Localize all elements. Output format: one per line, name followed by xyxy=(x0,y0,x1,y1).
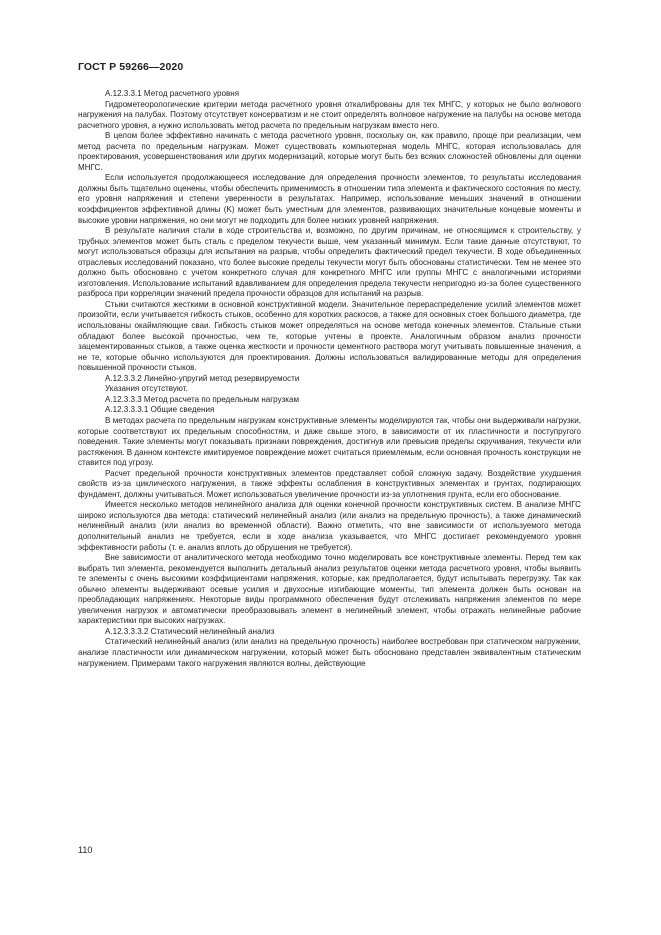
document-body xyxy=(78,89,581,669)
paragraph: Если используется продолжающееся исследование для определения прочности элементов, то результаты исследования должны быть тщательно оценены, чтобы обеспечить применимость в отношении типа элемента и фактического состояния по месту, его уровня напряжения и степени уверенности в результатах. Например, использование меньших значений в отношении коэффициентов эффективной длины (K) может быть уместным для элементов, развивающих значительные концевые моменты и высокие уровни напряжения, но они могут не подходить для более низких уровней напряжения. xyxy=(78,173,581,225)
section-heading-a123332: А.12.3.3.3.2 Статический нелинейный анализ xyxy=(105,626,275,636)
section-heading-a12333: А.12.3.3.3 Метод расчета по предельным нагрузкам xyxy=(105,394,299,404)
paragraph: Гидрометеорологические критерии метода расчетного уровня откалиброваны для тех МНГС, у которых не было волнового нагружения на палубах. Поэтому отсутствует консерватизм и не стоит определять волновое нагружение на палубы на основе метода расчетного уровня, а нужно использовать метод расчета по предельным нагрузкам вместо него. xyxy=(78,99,581,130)
paragraph: Стыки считаются жесткими в основной конструктивной модели. Значительное перераспределение усилий элементов может произойти, если учитывается гибкость стыков, особенно для коротких раскосов, а также для основных стоек большого диаметра, где использованы окаймляющие сваи. Гибкость стыков может определяться на основе метода конечных элементов. Стальные стыки обладают более высокой прочностью, чем те, которые учтены в проекте. Аналогичным образом анализ прочности зацементированных стыков, а также оценка жесткости и прочности цементного раствора могут учитывать повышенные значения, а не те, которые обычно используются для проектирования. Должны использоваться валидированные методы для определения повышенной прочности стыков. xyxy=(78,299,581,373)
paragraph: В результате наличия стали в ходе строительства и, возможно, по другим причинам, не относящимся к строительству, у трубных элементов может быть сталь с пределом текучести выше, чем указанный минимум. Если такие данные отсутствуют, то могут использоваться образцы для испытания на разрыв, чтобы определить фактический предел текучести. В ходе объединенных отраслевых исследований показано, что более высокие пределы текучести могут быть обоснованы статистически. Тем не менее это должно быть обосновано с учетом конкретного случая для конкретного МНГС или группы МНГС с аналогичными историями изготовления. Использование испытаний вдавливанием для определения предела текучести непригодно из-за более существенного разброса при корреляции значений предела прочности образцов для испытаний на разрыв. xyxy=(78,226,581,299)
paragraph: Статический нелинейный анализ (или анализ на предельную прочность) наиболее востребован при статическом нагружении, анализе пластичности или динамическом нагружении, который может быть обосновано представлен эквивалентным статическим нагружением. Примерами такого нагружения являются волны, действующие xyxy=(78,637,581,668)
document-header: ГОСТ Р 59266—2020 xyxy=(78,61,184,73)
paragraph: В методах расчета по предельным нагрузкам конструктивные элементы моделируются так, чтобы они выдерживали нагрузки, которые соответствуют их предельным способностям, и даже свыше этого, в зависимости от их пластичности и поступругого поведения. Такие элементы могут показывать признаки повреждения, достигнув или превысив пределы скручивания, текучести или растяжения. В данном контексте имитируемое повреждение может считаться приемлемым, если основная прочность конструкции не ставится под угрозу. xyxy=(78,415,581,468)
paragraph: Имеется несколько методов нелинейного анализа для оценки конечной прочности конструктивных систем. В анализе МНГС широко используются два метода: статический нелинейный анализ (или анализ на предельную прочность), а также динамический нелинейный анализ (или анализ во временной области). Важно отметить, что вне зависимости от используемого метода дополнительный анализ не требуется, если в ходе анализа указывается, что МНГС достигает рекомендуемого уровня эффективности работы (т. е. анализ вплоть до обрушения не требуется). xyxy=(78,500,581,552)
paragraph: В целом более эффективно начинать с метода расчетного уровня, поскольку он, как правило, проще при реализации, чем метод расчета по предельным нагрузкам. Может существовать компьютерная модель МНГС, которая использовалась для проектирования, усовершенствования или других модернизаций, которые могут быть без всяких сложностей обновлены для оценки МНГС. xyxy=(78,131,581,172)
section-heading-a12331: А.12.3.3.1 Метод расчетного уровня xyxy=(105,89,240,98)
paragraph: Вне зависимости от аналитического метода необходимо точно моделировать все конструктивные элементы. Перед тем как выбрать тип элемента, рекомендуется выполнить детальный анализ результатов оценки метода расчетного уровня, чтобы выявить те элементы с очень высокими коэффициентами напряжения, которые, как предполагается, будут испытывать перегрузку. Так как обычно элементы выдерживают осевые усилия и двухосные изгибающие моменты, тип элемента должен быть основан на преобладающих напряжениях. Некоторые виды программного обеспечения будут отслеживать напряжения элементов по мере увеличения нагрузок и автоматически преобразовывать элемент в нелинейный элемент, чтобы отражать нелинейные рабочие характеристики при высоких нагрузках. xyxy=(78,553,581,626)
page-number: 110 xyxy=(78,845,93,855)
paragraph: Указания отсутствуют. xyxy=(105,384,188,394)
paragraph: Расчет предельной прочности конструктивных элементов представляет собой сложную задачу. Воздействие ухудшения свойств из-за циклического нагружения, а также эффекты ослабления в конструктивных элементах и грунтах, подпирающих фундамент, должны учитываться. Может использоваться увеличение прочности из-за уплотнения грунта, если его обоснование. xyxy=(78,468,581,499)
section-heading-a12332: А.12.3.3.2 Линейно-упругий метод резервируемости xyxy=(105,373,300,383)
section-heading-a123331: А.12.3.3.3.1 Общие сведения xyxy=(105,405,215,415)
